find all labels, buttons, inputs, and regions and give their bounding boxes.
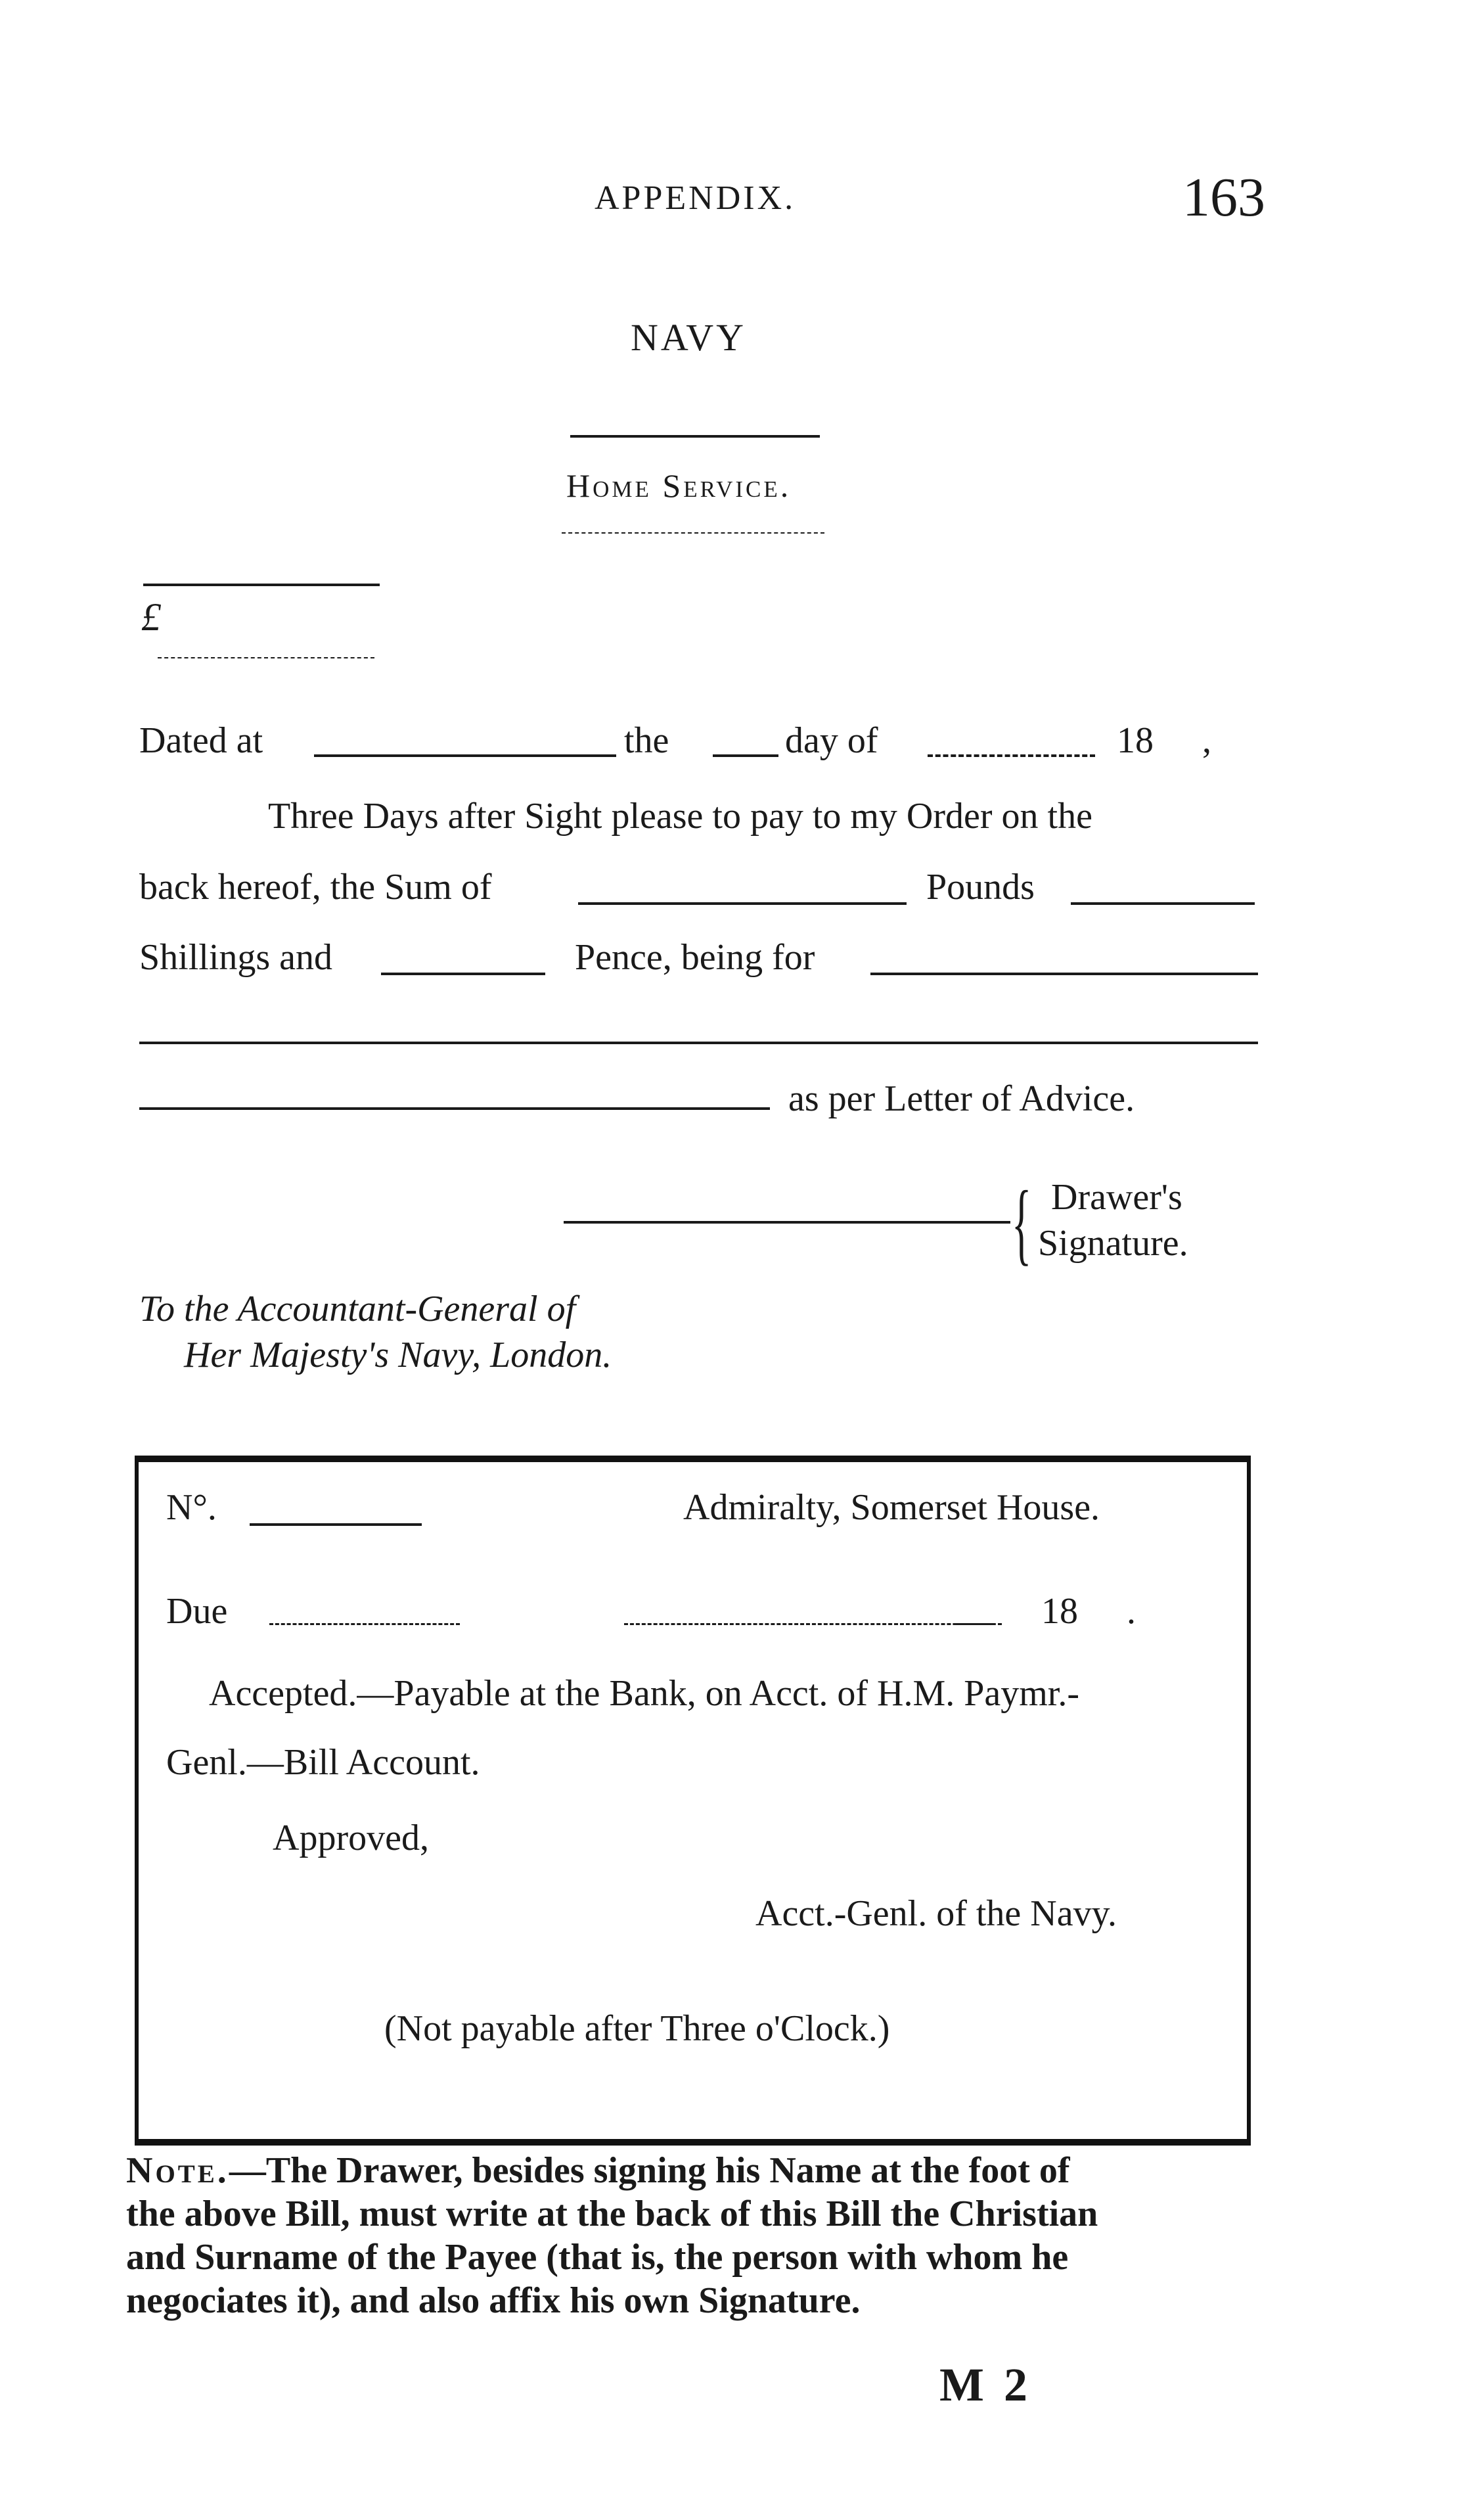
not-payable-note: (Not payable after Three o'Clock.) [384, 2008, 890, 2049]
pounds-blank [1071, 902, 1255, 905]
page-subtitle: Home Service. [566, 467, 792, 504]
pence-label: Pence, being for [575, 937, 815, 978]
year-prefix: 18 [1117, 720, 1154, 761]
being-for-blank [870, 973, 1258, 975]
due-blank-1 [269, 1623, 460, 1625]
the-label: the [624, 720, 669, 761]
page-title: NAVY [631, 316, 747, 359]
signature-label: Signature. [1038, 1223, 1188, 1264]
pounds-label: Pounds [926, 867, 1035, 908]
due-blank-2 [624, 1623, 992, 1625]
note-line-4: negociates it), and also affix his own Signature. [126, 2280, 861, 2321]
number-blank [250, 1523, 422, 1526]
back-hereof-label: back hereof, the Sum of [139, 867, 492, 908]
signature-mark: M 2 [939, 2358, 1031, 2411]
month-blank [928, 754, 1095, 757]
due-blank-3 [956, 1623, 1002, 1625]
purpose-blank [139, 1042, 1258, 1044]
amount-dashes [158, 657, 374, 658]
letter-of-advice: as per Letter of Advice. [788, 1078, 1135, 1119]
bill-account-line: Genl.—Bill Account. [166, 1742, 480, 1783]
place-blank [314, 754, 616, 757]
addressee-line-2: Her Majesty's Navy, London. [184, 1335, 612, 1375]
drawer-signature-line [564, 1221, 1010, 1224]
due-year-dot: . [1127, 1591, 1136, 1632]
signature-brace: { [1012, 1172, 1032, 1274]
amount-rule [143, 584, 380, 586]
note-label: Note. [126, 2150, 229, 2191]
sum-blank [578, 902, 907, 905]
due-label: Due [166, 1591, 228, 1632]
subtitle-dashes [562, 532, 824, 534]
shillings-label: Shillings and [139, 937, 333, 978]
advice-blank [139, 1107, 770, 1110]
year-comma: , [1202, 720, 1211, 761]
title-rule [570, 435, 820, 438]
admiralty-address: Admiralty, Somerset House. [683, 1487, 1100, 1528]
approved-label: Approved, [273, 1818, 429, 1858]
note-line-1: —The Drawer, besides signing his Name at the foot of [229, 2150, 1070, 2191]
note-paragraph [126, 2149, 1098, 2322]
note-line-3: and Surname of the Payee (that is, the person with whom he [126, 2237, 1069, 2278]
day-blank [713, 754, 778, 757]
currency-symbol: £ [141, 595, 161, 639]
addressee-line-1: To the Accountant-General of [139, 1289, 576, 1329]
note-line-2: the above Bill, must write at the back of this Bill the Christian [126, 2194, 1098, 2234]
page-number: 163 [1182, 167, 1265, 228]
bill-line-1: Three Days after Sight please to pay to my Order on the [268, 796, 1092, 837]
shillings-blank [381, 973, 545, 975]
due-year-prefix: 18 [1041, 1591, 1078, 1632]
dated-at-label: Dated at [139, 720, 263, 761]
day-of-label: day of [785, 720, 878, 761]
drawers-label: Drawer's [1051, 1177, 1182, 1218]
number-label: N°. [166, 1487, 217, 1528]
accepted-line: Accepted.—Payable at the Bank, on Acct. of H.M. Paymr.- [209, 1673, 1079, 1714]
accountant-general-label: Acct.-Genl. of the Navy. [755, 1893, 1117, 1934]
running-title: APPENDIX. [595, 179, 796, 217]
